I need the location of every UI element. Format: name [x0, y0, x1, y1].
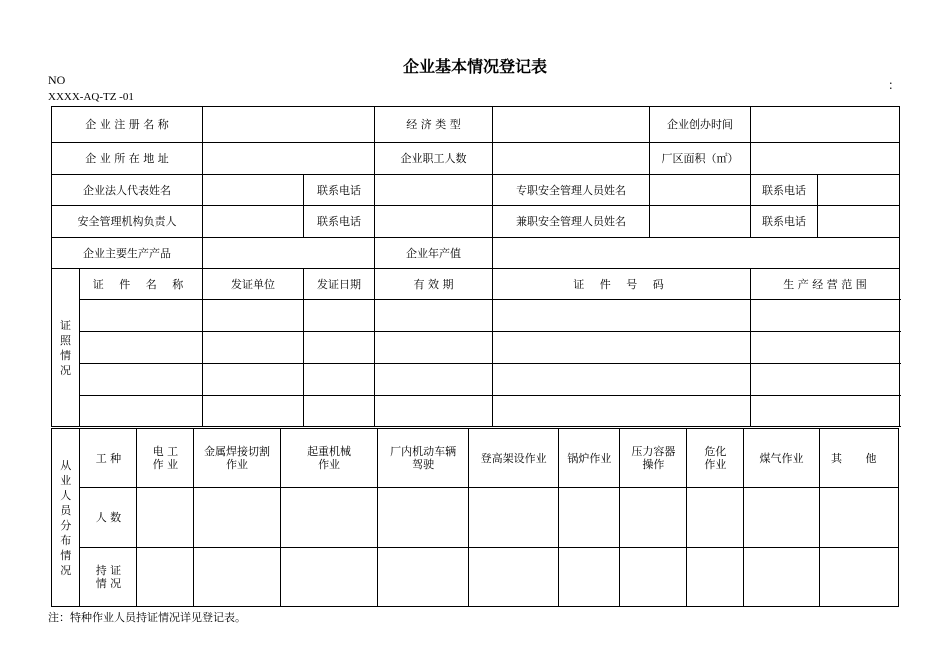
table-row [52, 332, 900, 364]
cert-cell[interactable] [493, 332, 751, 364]
cert-cell[interactable] [493, 396, 751, 427]
staff-field[interactable] [493, 143, 650, 175]
legal-rep-phone-label: 联系电话 [304, 175, 375, 206]
worker-count-cell[interactable] [378, 488, 468, 548]
legal-rep-field[interactable] [203, 175, 304, 206]
worker-cert-cell[interactable] [819, 548, 898, 607]
worker-type-boiler: 锅炉作业 [559, 429, 620, 488]
worker-type-welding: 金属焊接切割 作业 [194, 429, 280, 488]
cert-cell[interactable] [375, 300, 493, 332]
worker-type-label: 工 种 [80, 429, 137, 488]
area-label: 厂区面积（㎡） [650, 143, 751, 175]
fulltime-safety-label: 专职安全管理人员姓名 [493, 175, 650, 206]
cert-cell[interactable] [203, 364, 304, 396]
founded-field[interactable] [751, 107, 900, 143]
table-row [52, 364, 900, 396]
worker-type-electrician: 电 工 作 业 [137, 429, 194, 488]
page-title: 企业基本情况登记表 [402, 57, 547, 76]
worker-cert-label: 持 证 情 况 [80, 548, 137, 607]
cert-cell[interactable] [203, 396, 304, 427]
form-code: XXXX-AQ-TZ -01 [48, 91, 134, 103]
cert-cell[interactable] [493, 300, 751, 332]
worker-cert-cell[interactable] [687, 548, 744, 607]
cert-cell[interactable] [80, 300, 203, 332]
footnote: 注：特种作业人员持证情况详见登记表。 [48, 611, 246, 624]
cert-cell[interactable] [203, 332, 304, 364]
table-row [52, 396, 900, 427]
cert-cell[interactable] [493, 364, 751, 396]
worker-type-other: 其 他 [819, 429, 898, 488]
worker-type-gas: 煤气作业 [744, 429, 819, 488]
cert-header-issuer: 发证单位 [203, 269, 304, 300]
table-row [52, 548, 899, 607]
worker-type-vehicle: 厂内机动车辆 驾驶 [378, 429, 468, 488]
cert-cell[interactable] [304, 300, 375, 332]
fulltime-phone-label: 联系电话 [751, 175, 818, 206]
parttime-safety-label: 兼职安全管理人员姓名 [493, 206, 650, 238]
safety-head-label: 安全管理机构负责人 [52, 206, 203, 238]
parttime-phone-field[interactable] [818, 206, 900, 238]
cert-cell[interactable] [80, 332, 203, 364]
cert-cell[interactable] [304, 332, 375, 364]
address-label: 企 业 所 在 地 址 [52, 143, 203, 175]
cert-header-name: 证 件 名 称 [80, 269, 203, 300]
cert-header-number: 证 件 号 码 [493, 269, 751, 300]
worker-count-cell[interactable] [468, 488, 558, 548]
worker-count-label: 人 数 [80, 488, 137, 548]
founded-label: 企业创办时间 [650, 107, 751, 143]
cert-cell[interactable] [304, 396, 375, 427]
output-field[interactable] [493, 238, 900, 269]
worker-type-crane: 起重机械 作业 [280, 429, 378, 488]
legal-rep-phone-field[interactable] [375, 175, 493, 206]
worker-cert-cell[interactable] [378, 548, 468, 607]
basic-info-table [51, 106, 900, 427]
safety-head-phone-field[interactable] [375, 206, 493, 238]
fulltime-safety-field[interactable] [650, 175, 751, 206]
cert-cell[interactable] [375, 332, 493, 364]
cert-cell[interactable] [751, 364, 900, 396]
safety-head-field[interactable] [203, 206, 304, 238]
econ-type-field[interactable] [493, 107, 650, 143]
cert-cell[interactable] [751, 300, 900, 332]
worker-count-cell[interactable] [819, 488, 898, 548]
parttime-safety-field[interactable] [650, 206, 751, 238]
form-number-label: NO [48, 73, 66, 87]
cert-header-scope: 生 产 经 营 范 围 [751, 269, 900, 300]
table-row [52, 300, 900, 332]
worker-count-cell[interactable] [744, 488, 819, 548]
worker-cert-cell[interactable] [280, 548, 378, 607]
workers-table [51, 428, 899, 607]
address-field[interactable] [203, 143, 375, 175]
area-field[interactable] [751, 143, 900, 175]
worker-count-cell[interactable] [194, 488, 280, 548]
cert-cell[interactable] [751, 396, 900, 427]
worker-cert-cell[interactable] [620, 548, 687, 607]
cert-cell[interactable] [751, 332, 900, 364]
cert-cell[interactable] [80, 364, 203, 396]
worker-count-cell[interactable] [620, 488, 687, 548]
cert-header-date: 发证日期 [304, 269, 375, 300]
worker-cert-cell[interactable] [137, 548, 194, 607]
cert-cell[interactable] [80, 396, 203, 427]
econ-type-label: 经 济 类 型 [375, 107, 493, 143]
cert-cell[interactable] [203, 300, 304, 332]
reg-name-field[interactable] [203, 107, 375, 143]
products-label: 企业主要生产产品 [52, 238, 203, 269]
worker-count-cell[interactable] [280, 488, 378, 548]
cert-cell[interactable] [375, 364, 493, 396]
table-row [52, 488, 899, 548]
worker-cert-cell[interactable] [744, 548, 819, 607]
workers-side-label: 从业人员分布情况 [52, 429, 80, 607]
staff-label: 企业职工人数 [375, 143, 493, 175]
cert-cell[interactable] [375, 396, 493, 427]
products-field[interactable] [203, 238, 375, 269]
cert-header-validity: 有 效 期 [375, 269, 493, 300]
worker-cert-cell[interactable] [468, 548, 558, 607]
fulltime-phone-field[interactable] [818, 175, 900, 206]
worker-count-cell[interactable] [687, 488, 744, 548]
safety-head-phone-label: 联系电话 [304, 206, 375, 238]
parttime-phone-label: 联系电话 [751, 206, 818, 238]
legal-rep-label: 企业法人代表姓名 [52, 175, 203, 206]
worker-cert-cell[interactable] [194, 548, 280, 607]
form-number-colon: ： [888, 78, 901, 92]
worker-type-hazchem: 危化 作业 [687, 429, 744, 488]
worker-cert-cell[interactable] [559, 548, 620, 607]
worker-type-pressure-vessel: 压力容器 操作 [620, 429, 687, 488]
worker-type-height: 登高架设作业 [468, 429, 558, 488]
worker-count-cell[interactable] [137, 488, 194, 548]
reg-name-label: 企 业 注 册 名 称 [52, 107, 203, 143]
output-label: 企业年产值 [375, 238, 493, 269]
certs-side-label: 证照情况 [52, 269, 80, 427]
worker-count-cell[interactable] [559, 488, 620, 548]
cert-cell[interactable] [304, 364, 375, 396]
